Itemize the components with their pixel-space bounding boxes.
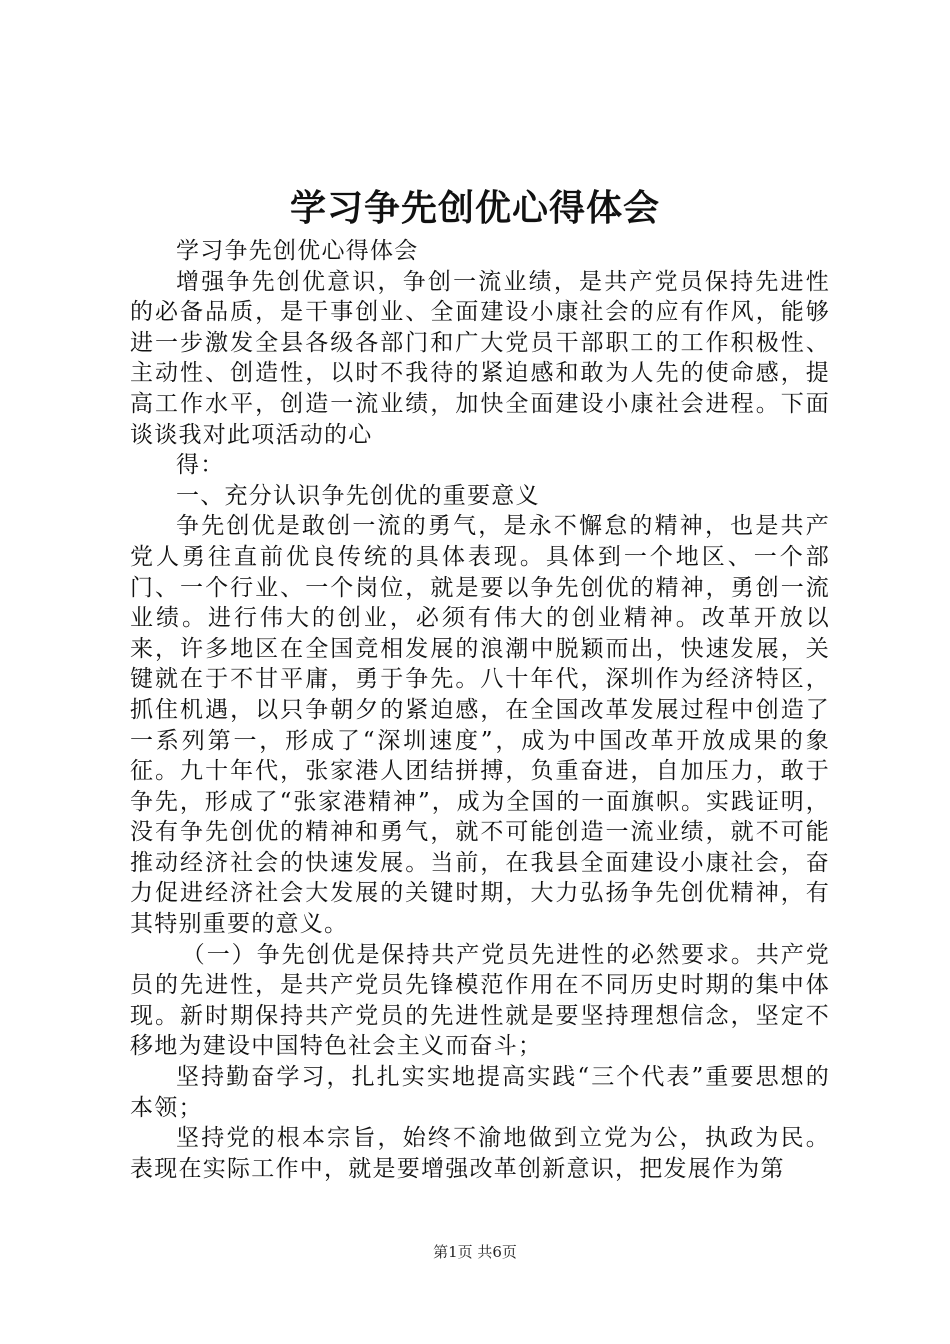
purpose-paragraph: 坚持党的根本宗旨，始终不渝地做到立党为公，执政为民。表现在实际工作中，就是要增强改革创新意识，把发展作为第 (130, 1125, 830, 1182)
document-title: 学习争先创优心得体会 (289, 187, 660, 229)
subsection-paragraph: （一）争先创优是保持共产党员先进性的必然要求。共产党员的先进性，是共产党员先锋模范作用在不同历史时期的集中体现。新时期保持共产党员的先进性就是要坚持理想信念，坚定不移地为建设中国特色社会主义而奋斗； (130, 941, 830, 1060)
intro-continuation: 得： (176, 452, 225, 479)
section-heading: 一、充分认识争先创优的重要意义 (176, 482, 540, 509)
document-body (130, 236, 830, 1184)
study-paragraph: 坚持勤奋学习，扎扎实实地提高实践“三个代表”重要思想的本领； (130, 1064, 830, 1121)
page-footer: 第1页 共6页 (433, 1243, 517, 1261)
section-paragraph: 争先创优是敢创一流的勇气，是永不懈怠的精神，也是共产党人勇往直前优良传统的具体表现。具体到一个地区、一个部门、一个行业、一个岗位，就是要以争先创优的精神，勇创一流业绩。进行伟大的创业，必须有伟大的创业精神。改革开放以来，许多地区在全国竞相发展的浪潮中脱颖而出，快速发展，关键就在于不甘平庸，勇于争先。八十年代，深圳作为经济特区，抓住机遇，以只争朝夕的紧迫感，在全国改革发展过程中创造了一系列第一，形成了“深圳速度”，成为中国改革开放成果的象征。九十年代，张家港人团结拼搏，负重奋进，自加压力，敢于争先，形成了“张家港精神”，成为全国的一面旗帜。实践证明，没有争先创优的精神和勇气，就不可能创造一流业绩，就不可能推动经济社会的快速发展。当前，在我县全面建设小康社会，奋力促进经济社会大发展的关键时期，大力弘扬争先创优精神，有其特别重要的意义。 (130, 513, 830, 938)
subtitle-paragraph: 学习争先创优心得体会 (176, 238, 419, 264)
intro-paragraph: 增强争先创优意识，争创一流业绩，是共产党员保持先进性的必备品质，是干事创业、全面建设小康社会的应有作风，能够进一步激发全县各级各部门和广大党员干部职工的工作积极性、主动性、创造性，以时不我待的紧迫感和敢为人先的使命感，提高工作水平，创造一流业绩，加快全面建设小康社会进程。下面谈谈我对此项活动的心 (130, 268, 830, 448)
